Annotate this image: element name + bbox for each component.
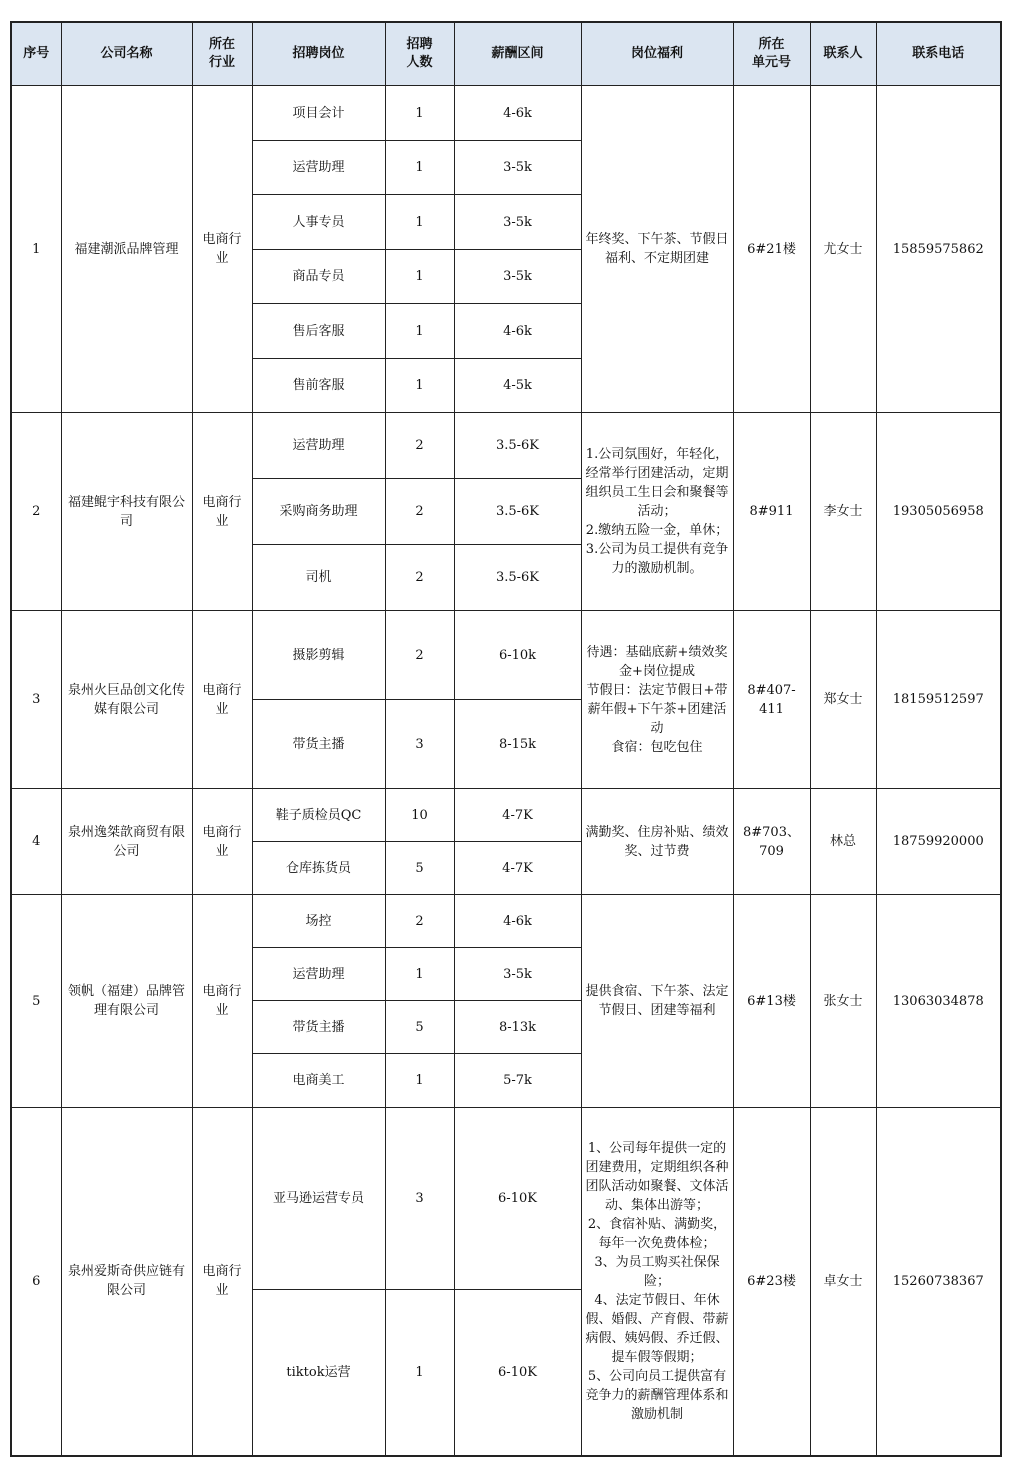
header-contact: 联系人	[810, 22, 876, 86]
job-salary: 4-7K	[454, 789, 581, 842]
unit-number: 8#407-411	[733, 611, 810, 789]
job-count: 2	[385, 611, 454, 700]
header-phone: 联系电话	[876, 22, 1001, 86]
contact-person: 卓女士	[810, 1108, 876, 1456]
job-title: 带货主播	[252, 700, 385, 789]
job-salary: 4-6k	[454, 304, 581, 359]
table-row	[11, 86, 1001, 141]
table-row	[11, 413, 1001, 479]
contact-person: 林总	[810, 789, 876, 895]
job-title: 场控	[252, 895, 385, 948]
job-title: 摄影剪辑	[252, 611, 385, 700]
company-name: 泉州火巨品创文化传媒有限公司	[61, 611, 192, 789]
benefits: 1.公司氛围好，年轻化，经常举行团建活动，定期组织员工生日会和聚餐等活动； 2.缴纳五险一金，单休； 3.公司为员工提供有竞争力的激励机制。	[581, 413, 733, 611]
table-body	[11, 86, 1001, 1456]
table-row	[11, 611, 1001, 700]
unit-number: 8#911	[733, 413, 810, 611]
company-name: 泉州逸桀歆商贸有限公司	[61, 789, 192, 895]
industry: 电商行业	[192, 789, 252, 895]
header-unit: 所在 单元号	[733, 22, 810, 86]
job-count: 10	[385, 789, 454, 842]
job-count: 1	[385, 1054, 454, 1108]
company-name: 泉州爱斯奇供应链有限公司	[61, 1108, 192, 1456]
contact-person: 郑女士	[810, 611, 876, 789]
job-salary: 4-7K	[454, 842, 581, 895]
contact-phone: 19305056958	[876, 413, 1001, 611]
benefits: 1、公司每年提供一定的团建费用，定期组织各种团队活动如聚餐、文体活动、集体出游等； 2、食宿补贴、满勤奖，每年一次免费体检； 3、为员工购买社保保险； 4、法定节假日、年休假、婚假、产育假、带薪病假、姨妈假、乔迁假、提车假等假期； 5、公司向员工提供富有竞争力的薪酬管理体系和激励机制	[581, 1108, 733, 1456]
job-count: 3	[385, 1108, 454, 1290]
industry: 电商行业	[192, 86, 252, 413]
unit-number: 6#13楼	[733, 895, 810, 1108]
row-number: 6	[11, 1108, 61, 1456]
row-number: 4	[11, 789, 61, 895]
benefits: 待遇：基础底薪+绩效奖金+岗位提成 节假日：法定节假日+带薪年假+下午茶+团建活动 食宿：包吃包住	[581, 611, 733, 789]
job-title: tiktok运营	[252, 1290, 385, 1456]
job-title: 项目会计	[252, 86, 385, 141]
job-title: 运营助理	[252, 413, 385, 479]
recruitment-table	[10, 21, 1002, 1457]
unit-number: 6#23楼	[733, 1108, 810, 1456]
benefits: 提供食宿、下午茶、法定节假日、团建等福利	[581, 895, 733, 1108]
job-count: 5	[385, 1001, 454, 1054]
job-salary: 4-6k	[454, 895, 581, 948]
header-count: 招聘 人数	[385, 22, 454, 86]
benefits: 年终奖、下午茶、节假日福利、不定期团建	[581, 86, 733, 413]
header-benefits: 岗位福利	[581, 22, 733, 86]
job-title: 带货主播	[252, 1001, 385, 1054]
header-row	[11, 22, 1001, 86]
header-no: 序号	[11, 22, 61, 86]
contact-phone: 15260738367	[876, 1108, 1001, 1456]
table-row	[11, 789, 1001, 842]
header-industry: 所在 行业	[192, 22, 252, 86]
job-salary: 6-10K	[454, 1290, 581, 1456]
job-salary: 3-5k	[454, 195, 581, 250]
job-salary: 6-10K	[454, 1108, 581, 1290]
job-count: 1	[385, 1290, 454, 1456]
industry: 电商行业	[192, 413, 252, 611]
job-count: 3	[385, 700, 454, 789]
industry: 电商行业	[192, 895, 252, 1108]
job-salary: 3-5k	[454, 948, 581, 1001]
company-name: 福建潮派品牌管理	[61, 86, 192, 413]
job-salary: 8-13k	[454, 1001, 581, 1054]
table-row	[11, 1108, 1001, 1290]
job-salary: 5-7k	[454, 1054, 581, 1108]
header-salary: 薪酬区间	[454, 22, 581, 86]
company-name: 福建鲲宇科技有限公司	[61, 413, 192, 611]
job-salary: 3.5-6K	[454, 413, 581, 479]
job-salary: 3.5-6K	[454, 479, 581, 545]
industry: 电商行业	[192, 611, 252, 789]
job-title: 售前客服	[252, 359, 385, 413]
job-count: 1	[385, 141, 454, 195]
industry: 电商行业	[192, 1108, 252, 1456]
benefits: 满勤奖、住房补贴、绩效奖、过节费	[581, 789, 733, 895]
job-title: 售后客服	[252, 304, 385, 359]
job-salary: 3-5k	[454, 250, 581, 304]
job-title: 运营助理	[252, 948, 385, 1001]
job-count: 2	[385, 479, 454, 545]
job-count: 2	[385, 413, 454, 479]
contact-phone: 15859575862	[876, 86, 1001, 413]
job-title: 商品专员	[252, 250, 385, 304]
job-salary: 3-5k	[454, 141, 581, 195]
unit-number: 6#21楼	[733, 86, 810, 413]
row-number: 5	[11, 895, 61, 1108]
job-count: 1	[385, 359, 454, 413]
row-number: 3	[11, 611, 61, 789]
contact-person: 尤女士	[810, 86, 876, 413]
contact-phone: 13063034878	[876, 895, 1001, 1108]
header-position: 招聘岗位	[252, 22, 385, 86]
job-title: 仓库拣货员	[252, 842, 385, 895]
contact-phone: 18159512597	[876, 611, 1001, 789]
job-count: 1	[385, 304, 454, 359]
job-count: 1	[385, 86, 454, 141]
company-name: 领帆（福建）品牌管理有限公司	[61, 895, 192, 1108]
job-count: 1	[385, 195, 454, 250]
table-row	[11, 895, 1001, 948]
row-number: 1	[11, 86, 61, 413]
job-title: 人事专员	[252, 195, 385, 250]
job-salary: 3.5-6K	[454, 545, 581, 611]
unit-number: 8#703、709	[733, 789, 810, 895]
header-company: 公司名称	[61, 22, 192, 86]
job-salary: 8-15k	[454, 700, 581, 789]
contact-phone: 18759920000	[876, 789, 1001, 895]
job-count: 2	[385, 545, 454, 611]
job-salary: 4-5k	[454, 359, 581, 413]
job-title: 电商美工	[252, 1054, 385, 1108]
job-count: 1	[385, 250, 454, 304]
job-title: 亚马逊运营专员	[252, 1108, 385, 1290]
contact-person: 李女士	[810, 413, 876, 611]
job-salary: 4-6k	[454, 86, 581, 141]
job-title: 司机	[252, 545, 385, 611]
job-count: 2	[385, 895, 454, 948]
job-count: 5	[385, 842, 454, 895]
row-number: 2	[11, 413, 61, 611]
job-title: 采购商务助理	[252, 479, 385, 545]
job-count: 1	[385, 948, 454, 1001]
contact-person: 张女士	[810, 895, 876, 1108]
job-salary: 6-10k	[454, 611, 581, 700]
job-title: 运营助理	[252, 141, 385, 195]
job-title: 鞋子质检员QC	[252, 789, 385, 842]
